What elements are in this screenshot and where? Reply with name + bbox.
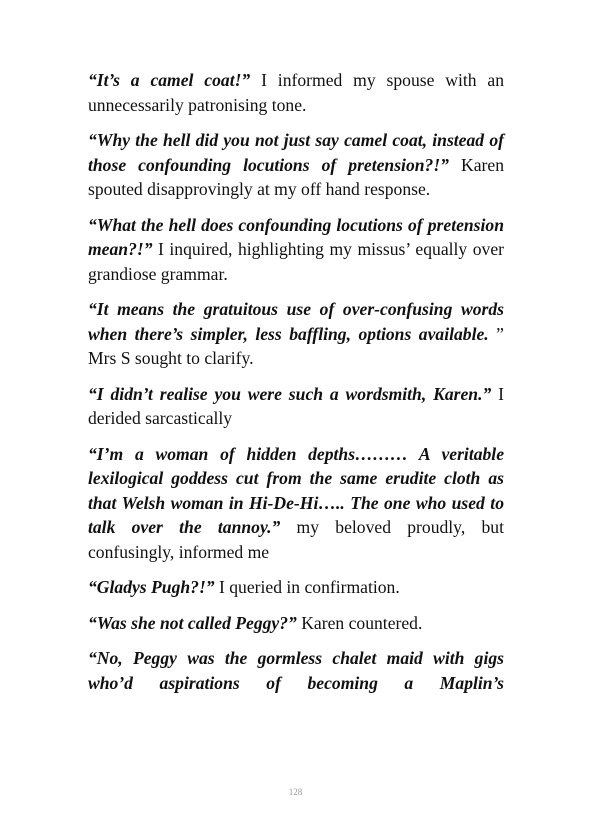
paragraph bbox=[88, 128, 504, 202]
paragraph bbox=[88, 213, 504, 287]
narration-text: I queried in confirmation. bbox=[214, 577, 400, 597]
narration-text: I derided sarcastically bbox=[88, 383, 504, 428]
dialogue-text: “I didn’t realise you were such a wordsmith, Karen.” bbox=[88, 383, 492, 404]
paragraph bbox=[88, 575, 504, 600]
dialogue-text: “I’m a woman of hidden depths……… A veritable lexilogical goddess cut from the same erudite cloth as that Welsh woman in Hi-De-Hi….. The one who used to talk over the tannoy.” bbox=[88, 443, 504, 537]
dialogue-text: “It’s a camel coat!” bbox=[88, 70, 251, 90]
dialogue-text: “No, Peggy was the gormless chalet maid with gigs who’d aspirations of becoming a Maplin’s bbox=[88, 648, 504, 693]
dialogue-text: “It means the gratuitous use of over-confusing words when there’s simpler, less baffling, options available. bbox=[88, 299, 504, 344]
paragraph bbox=[88, 442, 504, 565]
dialogue-text: “Gladys Pugh?!” bbox=[88, 577, 215, 597]
narration-text: ” Mrs S sought to clarify. bbox=[88, 323, 504, 368]
page-number: 128 bbox=[288, 787, 303, 797]
paragraph bbox=[88, 68, 504, 117]
narration-text: Karen spouted disapprovingly at my off hand response. bbox=[88, 154, 504, 199]
narration-text: Karen countered. bbox=[296, 612, 423, 633]
dialogue-text: “Was she not called Peggy?” bbox=[88, 612, 297, 633]
paragraph bbox=[88, 646, 504, 695]
page-body bbox=[88, 68, 504, 706]
paragraph bbox=[88, 382, 504, 431]
dialogue-text: “What the hell does confounding locutions of pretension mean?!” bbox=[88, 214, 504, 259]
narration-text: I informed my spouse with an unnecessarily patronising tone. bbox=[88, 70, 504, 115]
paragraph bbox=[88, 611, 504, 636]
narration-text: I inquired, highlighting my missus’ equally over grandiose grammar. bbox=[88, 239, 504, 284]
dialogue-text: “Why the hell did you not just say camel coat, instead of those confounding locutions of pretension?!” bbox=[88, 130, 504, 175]
paragraph bbox=[88, 297, 504, 371]
narration-text: my beloved proudly, but confusingly, informed me bbox=[88, 517, 504, 562]
